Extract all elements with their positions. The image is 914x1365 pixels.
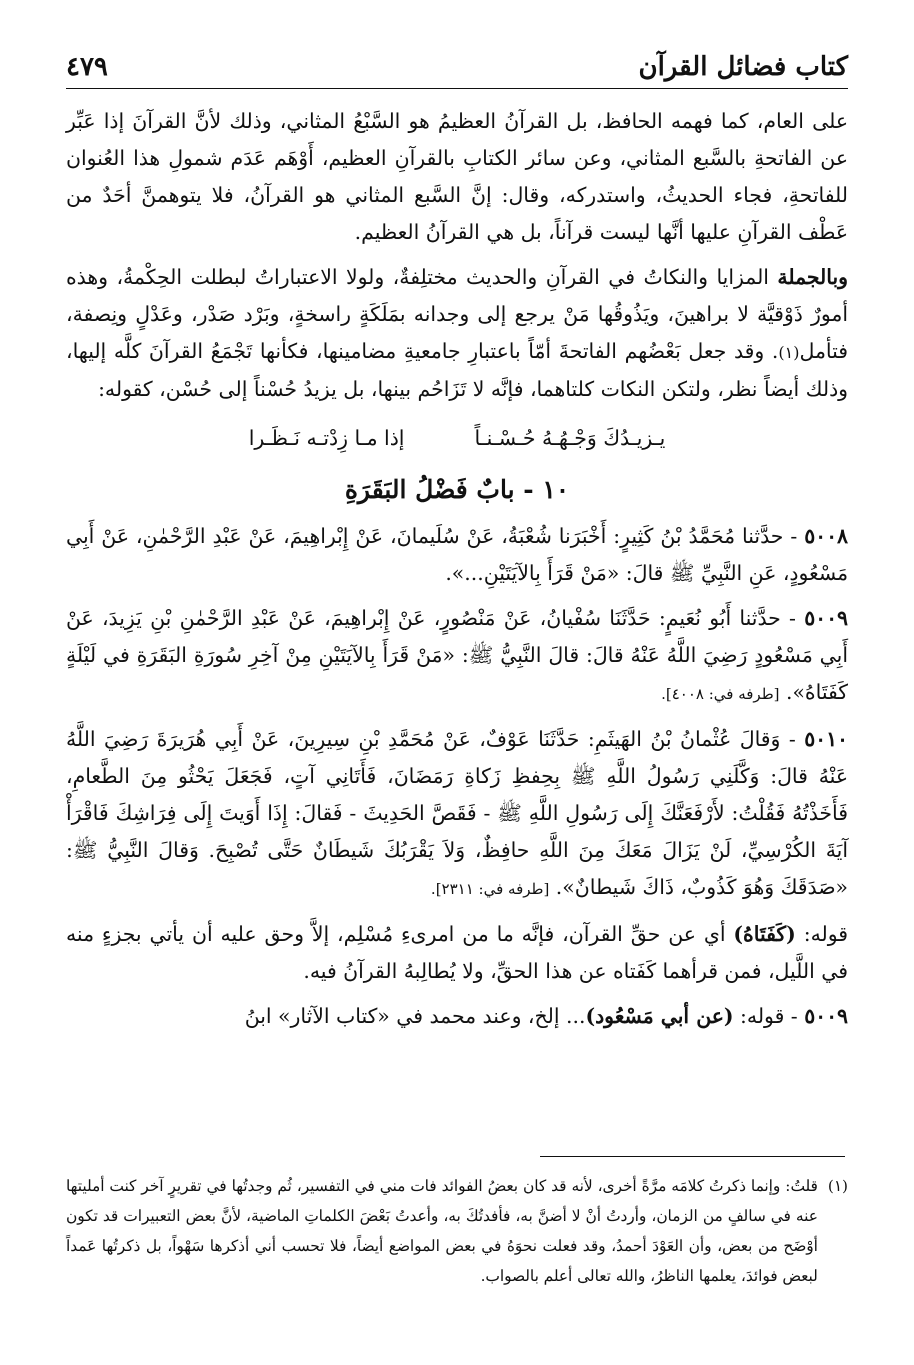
poem-verse bbox=[66, 416, 848, 460]
page-number: ٤٧٩ bbox=[66, 52, 108, 82]
paragraph-summary bbox=[66, 259, 848, 408]
hadith-entry bbox=[66, 518, 848, 592]
commentary-paragraph bbox=[66, 916, 848, 990]
paragraph-text: المزايا والنكاتُ في القرآنِ والحديث مختلِفةٌ، ولولا الاعتباراتُ لبطلت الحِكْمةُ، وهذه أمورٌ ذَوْقيَّة لا براهينَ، ويَذُوقُها مَنْ يرجع إلى وجدانه بمَلَكَةٍ راسخةٍ، وبَرْد صَدْر، وعَدْلٍ ونِصفة، فتأمل bbox=[66, 265, 848, 363]
commentary-prefix: قوله: bbox=[795, 922, 848, 946]
commentary-text: ... إلخ، وعند محمد في «كتاب الآثار» ابنُ bbox=[244, 1004, 586, 1028]
commentary-prefix: - قوله: bbox=[733, 1004, 805, 1028]
paragraph-intro: على العام، كما فهمه الحافظ، بل القرآنُ العظيمُ هو السَّبْعُ المثاني، وذلك لأنَّ القرآنَ إذا عَبِّر عن الفاتحةِ بالسَّبع المثاني، وعن سائر الكتابِ بالقرآنِ العظيم، أَوْهَم عَدَم شمولِ هذا العُنوان للفاتحةِ، فجاء الحديثُ، واستدركه، وقال: إنَّ السَّبع المثاني هو القرآنُ، فلا يتوهمنَّ أحَدٌ من عَطْف القرآنِ عليها أنَّها ليست قرآناً، بل هي القرآنُ العظيم. bbox=[66, 109, 848, 244]
hadith-text: - وَقالَ عُثْمانُ بْنُ الهَيثَمِ: حَدَّثَنَا عَوْفٌ، عَنْ مُحَمَّدِ بْنِ سِيرِينَ، عَنْ أَبِي هُرَيرَةَ رَضِيَ اللَّهُ عَنْهُ قالَ: وَكَّلَنِي رَسُولُ اللَّهِ ﷺ بِحِفظِ زَكاةِ رَمَضَانَ، فَأَتَانِي آتٍ، فَجَعَلَ يَحْثُو مِنَ الطَّعامِ، فَأَخَذْتُهُ فَقُلْتُ: لأَرْفَعَنَّكَ إِلَى رَسُولِ اللَّهِ ﷺ - فَقَصَّ الحَدِيثَ - فَقالَ: إِذَا أَوَيتَ إِلَى فِرَاشِكَ فَاقْرَأْ آيَةَ الكُرْسِيِّ، لَنْ يَزَالَ مَعَكَ مِنَ اللَّهِ حافِظٌ، وَلاَ يَقْرَبُكَ شَيطَانٌ حَتَّى تُصْبِحَ. وَقالَ النَّبِيُّ ﷺ: «صَدَقَكَ وَهُوَ كَذُوبٌ، ذَاكَ شَيطانٌ». bbox=[66, 727, 848, 899]
paragraph-text: . وقد جعل بَعْضُهم الفاتحةَ أمّاً باعتبارِ جامعيةِ مضامينها، فكأنها تَجْمَعُ القرآنَ كلَّه إليها، وذلك أيضاً نظر، ولتكن النكات كلتاهما، فإنَّه لا تَزَاحُم بينها، بل يزيدُ حُسْناً إلى حُسْن، كقوله: bbox=[66, 339, 848, 401]
commentary-lemma: (عن أبي مَسْعُود) bbox=[585, 1004, 734, 1028]
paragraph-lead-word: وبالجملة bbox=[777, 265, 848, 289]
cross-reference: [طرفه في: ٤٠٠٨]. bbox=[661, 685, 780, 703]
footnote-reference[interactable]: (١) bbox=[778, 343, 800, 362]
book-title: كتاب فضائل القرآن bbox=[638, 52, 848, 82]
hadith-text: - حدَّثنا مُحَمَّدُ بْنُ كَثِيرٍ: أَخْبَرَنا شُعْبَةُ، عَنْ سُلَيمانَ، عَنْ إِبْراهِيمَ، عَنْ عَبْدِ الرَّحْمٰنِ، عَنْ أَبِي مَسْعُودٍ، عَنِ النَّبِيِّ ﷺ قالَ: «مَنْ قَرَأَ بِالآيَتَيْنِ...». bbox=[66, 524, 848, 585]
cross-reference: [طرفه في: ٢٣١١]. bbox=[430, 880, 550, 898]
footnote-number: (١) bbox=[827, 1177, 848, 1195]
hadith-text: - حدَّثنا أَبُو نُعَيمٍ: حَدَّثَنَا سُفْيانُ، عَنْ مَنْصُورٍ، عَنْ إِبْراهِيمَ، عَنْ عَبْدِ الرَّحْمٰنِ بْنِ يَزِيدَ، عَنْ أَبِي مَسْعُودٍ رَضِيَ اللَّهُ عَنْهُ قالَ: قالَ النَّبِيُّ ﷺ: «مَنْ قَرَأَ بِالآيَتَيْنِ مِنْ آخِرِ سُورَةِ البَقَرَةِ في لَيْلَةٍ كَفَتَاهُ». bbox=[66, 606, 848, 704]
hadith-entry bbox=[66, 600, 848, 713]
poem-hemistich-first: يـزيـدُكَ وَجْـهُـهُ حُـسْـنـاً bbox=[474, 426, 666, 450]
hadith-number: ٥٠٠٨ bbox=[804, 524, 848, 548]
hadith-number: ٥٠٠٩ bbox=[804, 606, 848, 630]
commentary-lemma: (كَفَتَاهُ) bbox=[733, 922, 796, 946]
footnote-text: قلتُ: وإنما ذكرتُ كلامَه مرَّةً أخرى، لأنه قد كان بعضُ الفوائد فات مني في التفسير، ثُم وجدتُها في تقريرٍ آخر كنت أمليتها عنه في سالفٍ من الزمان، وأردتُ أنْ لا أضنَّ به، فأفدتُكَ به، وأعدتُ بَعْضَ الكلماتِ الماضية، لأنَّ بعض التعبيرات قد تكون أوْضَح من بعض، وأن العَوْدَ أحمدُ، وقد فعلت نحوَهُ في بعض المواضع أيضاً، فلا تحسب أني أذكرها سَهْواً، بل ذكرتُها عَمداً لبعض فوائدَ، يعلمها الناظرُ، والله تعالى أعلم بالصواب. bbox=[66, 1177, 818, 1285]
hadith-number: ٥٠١٠ bbox=[804, 727, 848, 751]
commentary-text: أي عن حقِّ القرآن، فإنَّه ما من امرىءِ مُسْلِم، إلاَّ وحق عليه أن يأتي بجزءٍ منه في اللَّيل، فمن قرأهما كَفَتاه عن هذا الحقِّ، ولا يُطالِبهُ القرآنُ فيه. bbox=[66, 922, 848, 983]
page-header bbox=[66, 52, 848, 89]
hadith-entry bbox=[66, 721, 848, 908]
poem-hemistich-second: إذا مـا زِدْتـه نَـظَـرا bbox=[248, 426, 405, 450]
footnote-divider bbox=[540, 1156, 845, 1157]
commentary-hadith-number: ٥٠٠٩ bbox=[804, 1004, 848, 1028]
commentary-paragraph bbox=[66, 998, 848, 1035]
footnote bbox=[66, 1171, 848, 1291]
chapter-heading: ١٠ - بابٌ فَضْلُ البَقَرَةِ bbox=[344, 475, 570, 504]
